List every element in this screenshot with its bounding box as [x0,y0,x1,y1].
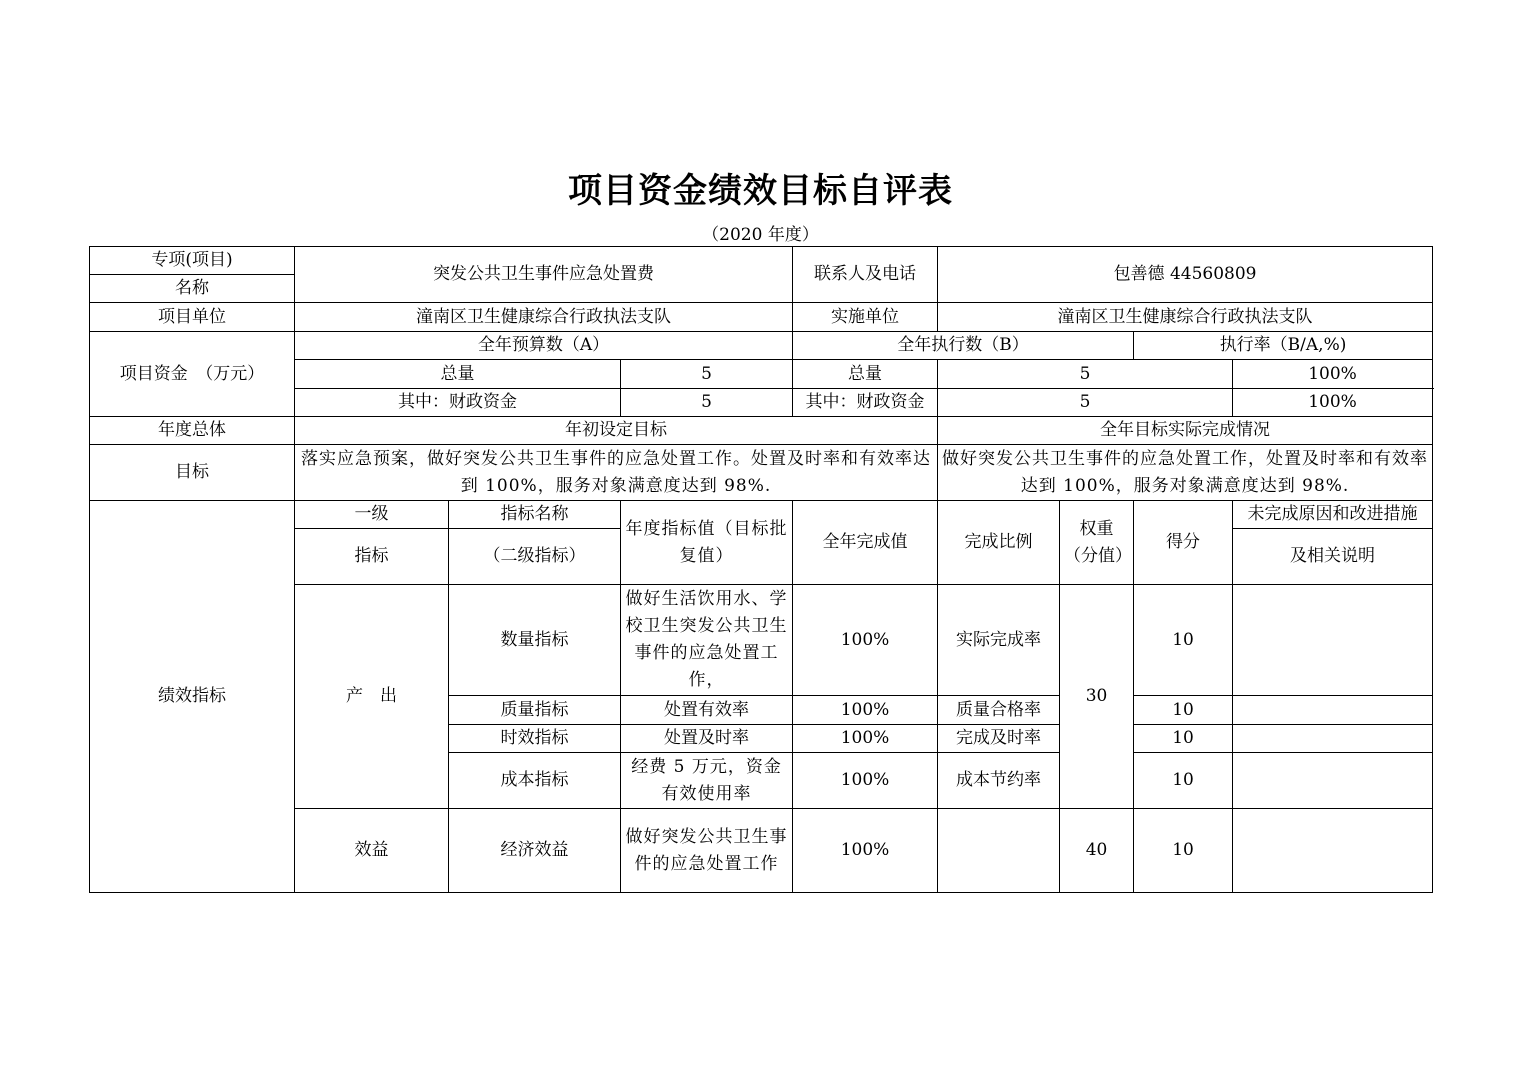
indicator-target: 经费 5 万元，资金有效使用率 [621,753,793,809]
indicator-reason [1233,585,1433,696]
indicator-score: 10 [1134,753,1233,809]
fiscal-rate: 100% [1233,389,1433,417]
header-reason-b: 及相关说明 [1233,529,1433,585]
document-title: 项目资金绩效目标自评表 [568,171,953,211]
benefit-label: 效益 [295,809,449,893]
indicator-target: 处置有效率 [621,696,793,725]
funds-label: 项目资金 （万元） [90,332,295,417]
benefit-weight: 40 [1060,809,1134,893]
header-name-b: （二级指标） [449,529,621,585]
fiscal-label: 其中：财政资金 [295,389,621,417]
benefit-name: 经济效益 [449,809,621,893]
indicator-ratio: 质量合格率 [938,696,1060,725]
indicator-score: 10 [1134,696,1233,725]
header-reason-a: 未完成原因和改进措施 [1233,501,1433,529]
total-rate: 100% [1233,360,1433,389]
actual-goal-header: 全年目标实际完成情况 [938,417,1433,445]
header-name-a: 指标名称 [449,501,621,529]
exec-header: 全年执行数（B） [793,332,1134,360]
goals-label-2: 目标 [90,445,295,501]
indicator-completion: 100% [793,725,938,753]
indicator-name: 质量指标 [449,696,621,725]
indicator-target: 处置及时率 [621,725,793,753]
impl-unit: 潼南区卫生健康综合行政执法支队 [938,303,1433,332]
fiscal-exec: 5 [938,389,1233,417]
contact-label: 联系人及电话 [793,247,938,303]
perf-label: 绩效指标 [90,501,295,893]
indicator-target: 做好生活饮用水、学校卫生突发公共卫生事件的应急处置工作， [621,585,793,696]
fiscal-label-exec: 其中：财政资金 [793,389,938,417]
header-level1-a: 一级 [295,501,449,529]
project-unit: 潼南区卫生健康综合行政执法支队 [295,303,793,332]
contact-value: 包善德 44560809 [938,247,1433,303]
project-unit-label: 项目单位 [90,303,295,332]
indicator-reason [1233,725,1433,753]
actual-goal: 做好突发公共卫生事件的应急处置工作，处置及时率和有效率达到 100%，服务对象满意度达到 98%. [938,445,1433,501]
output-label: 产 出 [295,585,449,809]
indicator-ratio: 实际完成率 [938,585,1060,696]
project-name: 突发公共卫生事件应急处置费 [295,247,793,303]
initial-goal-header: 年初设定目标 [295,417,938,445]
header-target: 年度指标值（目标批复值） [621,501,793,585]
indicator-completion: 100% [793,585,938,696]
header-weight: 权重（分值） [1060,501,1134,585]
indicator-ratio: 完成及时率 [938,725,1060,753]
output-weight: 30 [1060,585,1134,809]
total-label-exec: 总量 [793,360,938,389]
benefit-completion: 100% [793,809,938,893]
project-name-label-1: 专项(项目) [90,247,295,275]
header-level1-b: 指标 [295,529,449,585]
header-ratio: 完成比例 [938,501,1060,585]
benefit-reason [1233,809,1433,893]
total-exec: 5 [938,360,1233,389]
document-year: （2020 年度） [702,225,819,245]
header-score: 得分 [1134,501,1233,585]
indicator-ratio: 成本节约率 [938,753,1060,809]
indicator-completion: 100% [793,696,938,725]
benefit-target: 做好突发公共卫生事件的应急处置工作 [621,809,793,893]
header-completion: 全年完成值 [793,501,938,585]
total-label: 总量 [295,360,621,389]
indicator-score: 10 [1134,585,1233,696]
indicator-name: 数量指标 [449,585,621,696]
project-name-label-2: 名称 [90,275,295,303]
initial-goal: 落实应急预案，做好突发公共卫生事件的应急处置工作。处置及时率和有效率达到 100%，服务对象满意度达到 98%. [295,445,938,501]
indicator-reason [1233,753,1433,809]
impl-unit-label: 实施单位 [793,303,938,332]
benefit-ratio [938,809,1060,893]
total-budget: 5 [621,360,793,389]
indicator-score: 10 [1134,725,1233,753]
budget-header: 全年预算数（A） [295,332,793,360]
indicator-reason [1233,696,1433,725]
indicator-name: 成本指标 [449,753,621,809]
rate-header: 执行率（B/A,%) [1134,332,1433,360]
benefit-score: 10 [1134,809,1233,893]
goals-label-1: 年度总体 [90,417,295,445]
evaluation-table [89,246,1433,893]
fiscal-budget: 5 [621,389,793,417]
indicator-completion: 100% [793,753,938,809]
indicator-name: 时效指标 [449,725,621,753]
